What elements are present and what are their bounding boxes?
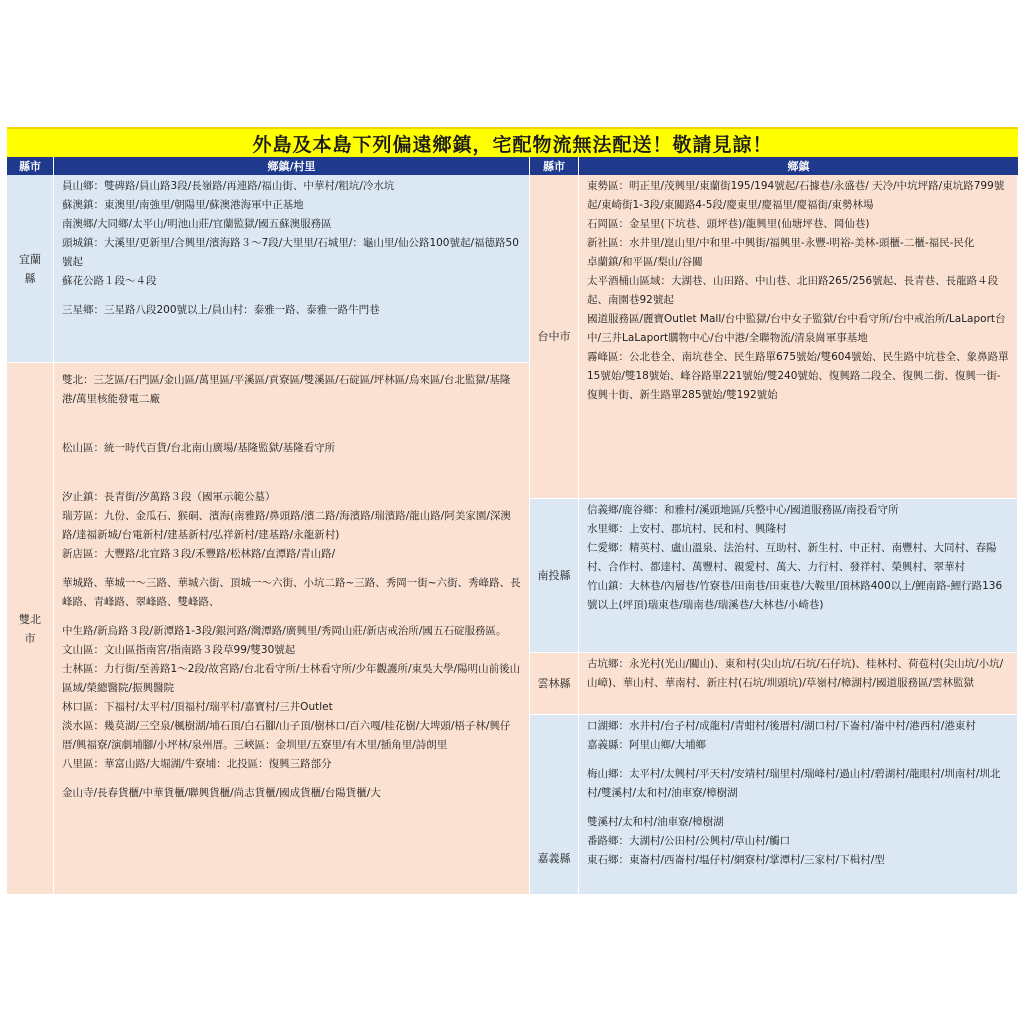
towns-taichung	[579, 175, 1018, 499]
county-shuangbei	[7, 363, 54, 895]
county-shuangbei-label: 雙北 市	[19, 612, 41, 645]
town-line: 瑞芳區：九份、金瓜石、猴硐、濱海(南雅路/鼻頭路/濱二路/海濱路/瑞濱路/龍山路/阿美家園/深澳路/達福新城/台電新村/建基新村/弘祥新村/建基路/永龍新村)	[62, 510, 511, 541]
town-line: 雙北：三芝區/石門區/金山區/萬里區/平溪區/貢寮區/雙溪區/石碇區/坪林區/烏來區/台北監獄/基隆港/萬里核能發電二廠	[62, 374, 511, 405]
town-line: 淡水區：幾莫湖/三空泉/楓樹湖/埔石頂/白石腳/山子頂/樹林口/百六嘎/桂花樹/大埤頭/梧子林/興仔厝/興福寮/演劇埔腳/小坪林/泉州厝。三峽區：金圳里/五寮里/有木里/插角里/詩朗里	[62, 720, 511, 751]
towns-chiayi	[579, 715, 1018, 895]
town-line: 華城路、華城一～三路、華城六街、頂城一～六街、小坑二路~三路、秀岡一街~六街、秀峰路、長峰路、青峰路、翠峰路、雙峰路、	[62, 577, 521, 608]
town-line: 文山區：文山區指南宮/指南路３段草99/雙30號起	[62, 644, 296, 656]
town-line: 竹山鎮：大林巷/內層巷/竹寮巷/田南巷/田東巷/大鞍里/頂林路400以上/鯉南路-鯉行路136號以上(坪頂)瑞東巷/瑞南巷/瑞溪巷/大林巷/小崎巷)	[587, 580, 1003, 611]
county-yilan-label: 宜蘭 縣	[19, 252, 41, 285]
town-line: 士林區：力行街/至善路1～2段/故宮路/台北看守所/士林看守所/少年觀護所/東吳大學/陽明山前後山區域/榮總醫院/振興醫院	[62, 663, 521, 694]
county-nantou	[530, 499, 579, 653]
town-line: 太平酒桶山區域：大湖巷、山田路、中山巷、北田路265/256號起、長青巷、長龍路４段起、南園巷92號起	[587, 275, 999, 306]
town-line: 東勢區：明正里/茂興里/東蘭街195/194號起/石據巷/永盛巷/ 天冷/中坑坪路/東坑路799號起/東崎街1-3段/東關路4-5段/慶東里/慶福里/慶福街/東勢林場	[587, 180, 1005, 211]
county-taichung	[530, 175, 579, 499]
towns-yunlin	[579, 653, 1018, 715]
town-line: 蘇澳鎮：東澳里/南強里/朝陽里/蘇澳港海軍中正基地	[62, 199, 304, 211]
town-line: 松山區：統一時代百貨/台北南山廣場/基隆監獄/基隆看守所	[62, 442, 336, 454]
county-taichung-label: 台中市	[537, 330, 571, 343]
header-county-right: 縣市	[530, 157, 578, 175]
town-line: 東石鄉：東崙村/西崙村/塭仔村/網寮村/掌潭村/三家村/下楫村/型	[587, 854, 885, 866]
town-line: 石岡區：金星里(下坑巷、頭坪巷)/龍興里(仙塘坪巷、岡仙巷)	[587, 218, 870, 230]
town-line: 新店區：大豐路/北宜路３段/禾豐路/松林路/直潭路/青山路/	[62, 548, 336, 560]
county-yunlin	[530, 653, 579, 715]
town-line: 雙溪村/太和村/油車寮/樟樹湖	[587, 816, 724, 828]
town-line: 水里鄉：上安村、郡坑村、民和村、興隆村	[587, 523, 787, 535]
town-line: 信義鄉/鹿谷鄉：和雅村/溪頭地區/兵整中心/國道服務區/南投看守所	[587, 504, 899, 516]
notice-title: 外島及本島下列偏遠鄉鎮，宅配物流無法配送！敬請見諒！	[7, 127, 1018, 157]
town-line: 嘉義縣：阿里山鄉/大埔鄉	[587, 739, 707, 751]
town-line: 梅山鄉：太平村/太興村/平天村/安靖村/瑞里村/瑞峰村/過山村/碧湖村/龍眼村/圳南村/圳北村/雙溪村/太和村/油車寮/樟樹湖	[587, 768, 1001, 799]
header-towns-left: 鄉鎮/村里	[54, 157, 529, 175]
header-towns-right: 鄉鎮	[579, 157, 1018, 175]
town-line: 霧峰區：公北巷全、南坑巷全、民生路單675號始/雙604號始、民生路中坑巷全、象鼻路單15號始/雙18號始、峰谷路單221號始/雙240號始、復興路二段全、復興二街、復興一街-復興十街、新生路單285號始/雙192號始	[587, 351, 1009, 401]
town-line: 仁愛鄉：精英村、盧山溫泉、法治村、互助村、新生村、中正村、南豐村、大同村、春陽村、合作村、都達村、萬豐村、親愛村、萬大、力行村、發祥村、榮興村、翠華村	[587, 542, 997, 573]
towns-nantou	[579, 499, 1018, 653]
towns-yilan	[54, 175, 530, 363]
town-line: 古坑鄉：永光村(光山/關山)、東和村(尖山坑/石坑/石仔坑)、桂林村、荷苞村(尖山坑/小坑/山嶂)、華山村、華南村、新庄村(石坑/圳頭坑)/草嶺村/樟湖村/國道服務區/雲林監獄	[587, 658, 1004, 689]
town-line: 新社區：水井里/崑山里/中和里-中興街/福興里-永豐-明裕-美林-頭櫃-二櫃-福民-民化	[587, 237, 975, 249]
town-line: 國道服務區/麗寶Outlet Mall/台中監獄/台中女子監獄/台中看守所/台中戒治所/LaLaport台中/三井LaLaport購物中心/台中港/全聯物流/清泉崗軍事基地	[587, 313, 1006, 344]
town-line: 卓蘭鎮/和平區/梨山/谷關	[587, 256, 703, 268]
towns-shuangbei	[54, 363, 530, 895]
town-line: 口湖鄉：水井村/台子村/成龍村/青蚶村/後厝村/湖口村/下崙村/崙中村/港西村/港東村	[587, 720, 976, 732]
county-yunlin-label: 雲林縣	[537, 677, 571, 690]
town-line: 三星鄉：三星路八段200號以上/員山村：泰雅一路、泰雅一路牛門巷	[62, 304, 380, 316]
county-nantou-label: 南投縣	[537, 569, 571, 582]
town-line: 南澳鄉/大同鄉/太平山/明池山莊/宜蘭監獄/國五蘇澳服務區	[62, 218, 332, 230]
town-line: 頭城鎮：大溪里/更新里/合興里/濱海路３～7段/大里里/石城里/：龜山里/仙公路100號起/福德路50號起	[62, 237, 519, 268]
header-county-left: 縣市	[7, 157, 53, 175]
town-line: 蘇花公路１段～４段	[62, 275, 157, 287]
county-chiayi-label: 嘉義縣	[537, 852, 571, 865]
delivery-notice-sheet	[7, 127, 1018, 895]
town-line: 員山鄉：雙碑路/員山路3段/長嶺路/再連路/福山街、中華村/粗坑/冷水坑	[62, 180, 395, 192]
town-line: 中生路/新烏路３段/新潭路1-3段/銀河路/灣潭路/廣興里/秀岡山莊/新店戒治所/國五石碇服務區。	[62, 625, 507, 637]
county-chiayi	[530, 715, 579, 895]
town-line: 番路鄉：大湖村/公田村/公興村/草山村/觸口	[587, 835, 791, 847]
town-line: 汐止鎮：長青街/汐萬路３段（國軍示範公墓）	[62, 491, 276, 503]
town-line: 林口區：下福村/太平村/頂福村/瑞平村/嘉寶村/三井Outlet	[62, 701, 333, 713]
county-yilan	[7, 175, 54, 363]
town-line: 金山寺/長春貨櫃/中華貨櫃/聯興貨櫃/尚志貨櫃/國成貨櫃/台陽貨櫃/大	[62, 787, 381, 799]
town-line: 八里區：華富山路/大堀湖/牛寮埔：北投區：復興三路部分	[62, 758, 332, 770]
